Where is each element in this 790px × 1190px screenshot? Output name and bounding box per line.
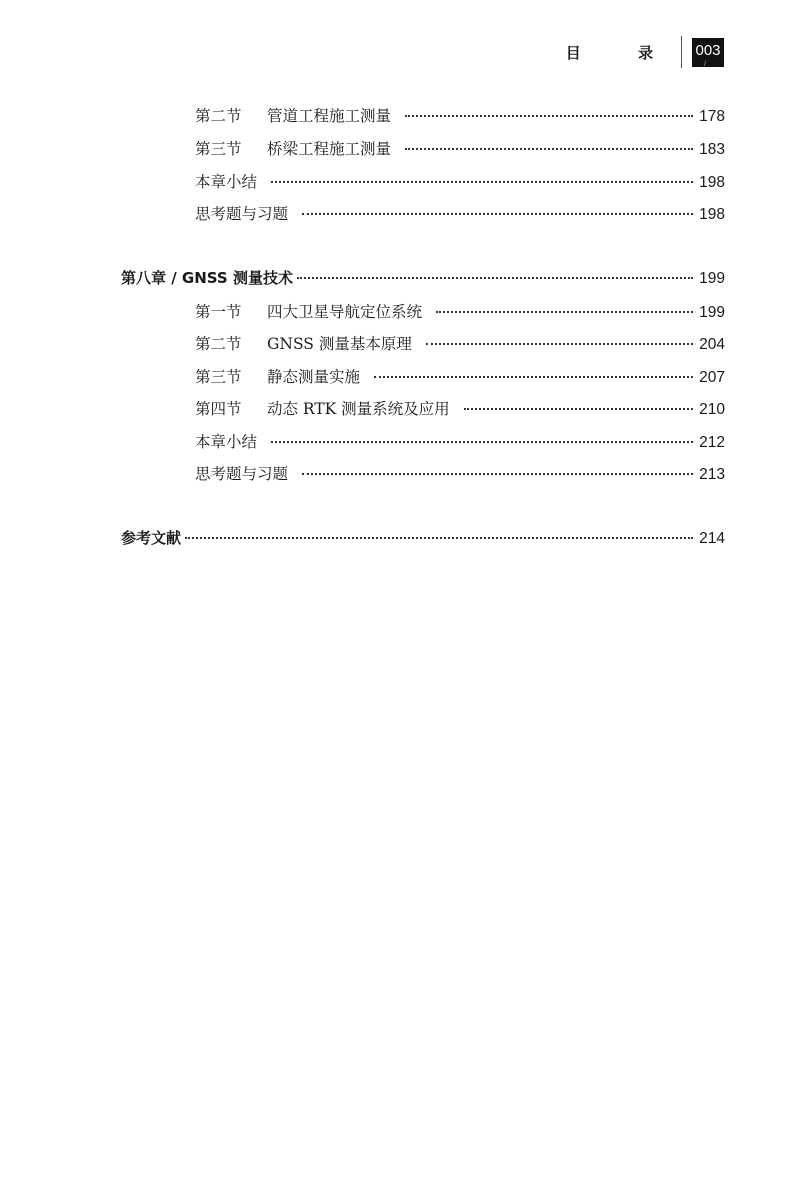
toc-entry-page: 212 (699, 434, 725, 451)
toc-entry[interactable] (195, 462, 725, 484)
dot-leader (297, 276, 693, 279)
toc-entry-title: 静态测量实施 (267, 368, 361, 386)
page-number-badge: 003 / (692, 38, 724, 67)
toc-entry[interactable] (195, 300, 725, 322)
dot-leader (426, 342, 693, 345)
dot-leader (185, 536, 693, 539)
toc-chapter-entry[interactable] (121, 527, 725, 548)
toc-entry[interactable] (195, 104, 725, 126)
toc-entry-page: 198 (699, 174, 725, 191)
toc-entry-page: 178 (699, 108, 725, 125)
dot-leader (464, 407, 693, 410)
toc-entry-page: 207 (699, 369, 725, 386)
dot-leader (405, 147, 693, 150)
toc-entry-title: 本章小结 (195, 433, 258, 451)
toc-entry-number: 第二节 (195, 107, 242, 125)
dot-leader (271, 180, 693, 183)
toc-entry[interactable] (195, 430, 725, 452)
dot-leader (271, 440, 693, 443)
toc-entry-title: 本章小结 (195, 173, 258, 191)
toc-chapter-title: 参考文献 (121, 529, 182, 547)
header-title: 目 录 (565, 43, 679, 62)
toc-entry[interactable] (195, 170, 725, 192)
toc-chapter-title: 第八章 / GNSS 测量技术 (121, 269, 293, 287)
toc-entry-title: 思考题与习题 (195, 205, 289, 223)
toc-entry[interactable] (195, 397, 725, 419)
toc-entry-number: 第二节 (195, 335, 242, 353)
toc-entry-number: 第三节 (195, 368, 242, 386)
toc-entry-page: 199 (699, 270, 725, 287)
toc-entry-title: GNSS 测量基本原理 (267, 335, 412, 353)
toc-entry-page: 210 (699, 401, 725, 418)
running-header (566, 36, 724, 68)
toc-entry-title: 动态 RTK 测量系统及应用 (267, 400, 450, 418)
toc-entry-title: 管道工程施工测量 (267, 107, 392, 125)
toc-entry-title: 四大卫星导航定位系统 (267, 303, 423, 321)
toc-entry[interactable] (195, 332, 725, 354)
toc-entry[interactable] (195, 202, 725, 224)
toc-chapter-entry[interactable] (121, 267, 725, 288)
dot-leader (302, 472, 693, 475)
toc-entry-page: 214 (699, 530, 725, 547)
toc-entry[interactable] (195, 365, 725, 387)
toc-entry-number: 第一节 (195, 303, 242, 321)
dot-leader (436, 310, 693, 313)
toc-entry[interactable] (195, 137, 725, 159)
toc-entry-number: 第四节 (195, 400, 242, 418)
toc-entry-page: 204 (699, 336, 725, 353)
header-divider (681, 36, 682, 68)
toc-entry-page: 199 (699, 304, 725, 321)
dot-leader (405, 114, 693, 117)
toc-entry-title: 思考题与习题 (195, 465, 289, 483)
toc-entry-page: 198 (699, 206, 725, 223)
dot-leader (302, 212, 693, 215)
toc-entry-number: 第三节 (195, 140, 242, 158)
toc-entry-page: 213 (699, 466, 725, 483)
toc-entry-page: 183 (699, 141, 725, 158)
toc-entry-title: 桥梁工程施工测量 (267, 140, 392, 158)
dot-leader (374, 375, 693, 378)
